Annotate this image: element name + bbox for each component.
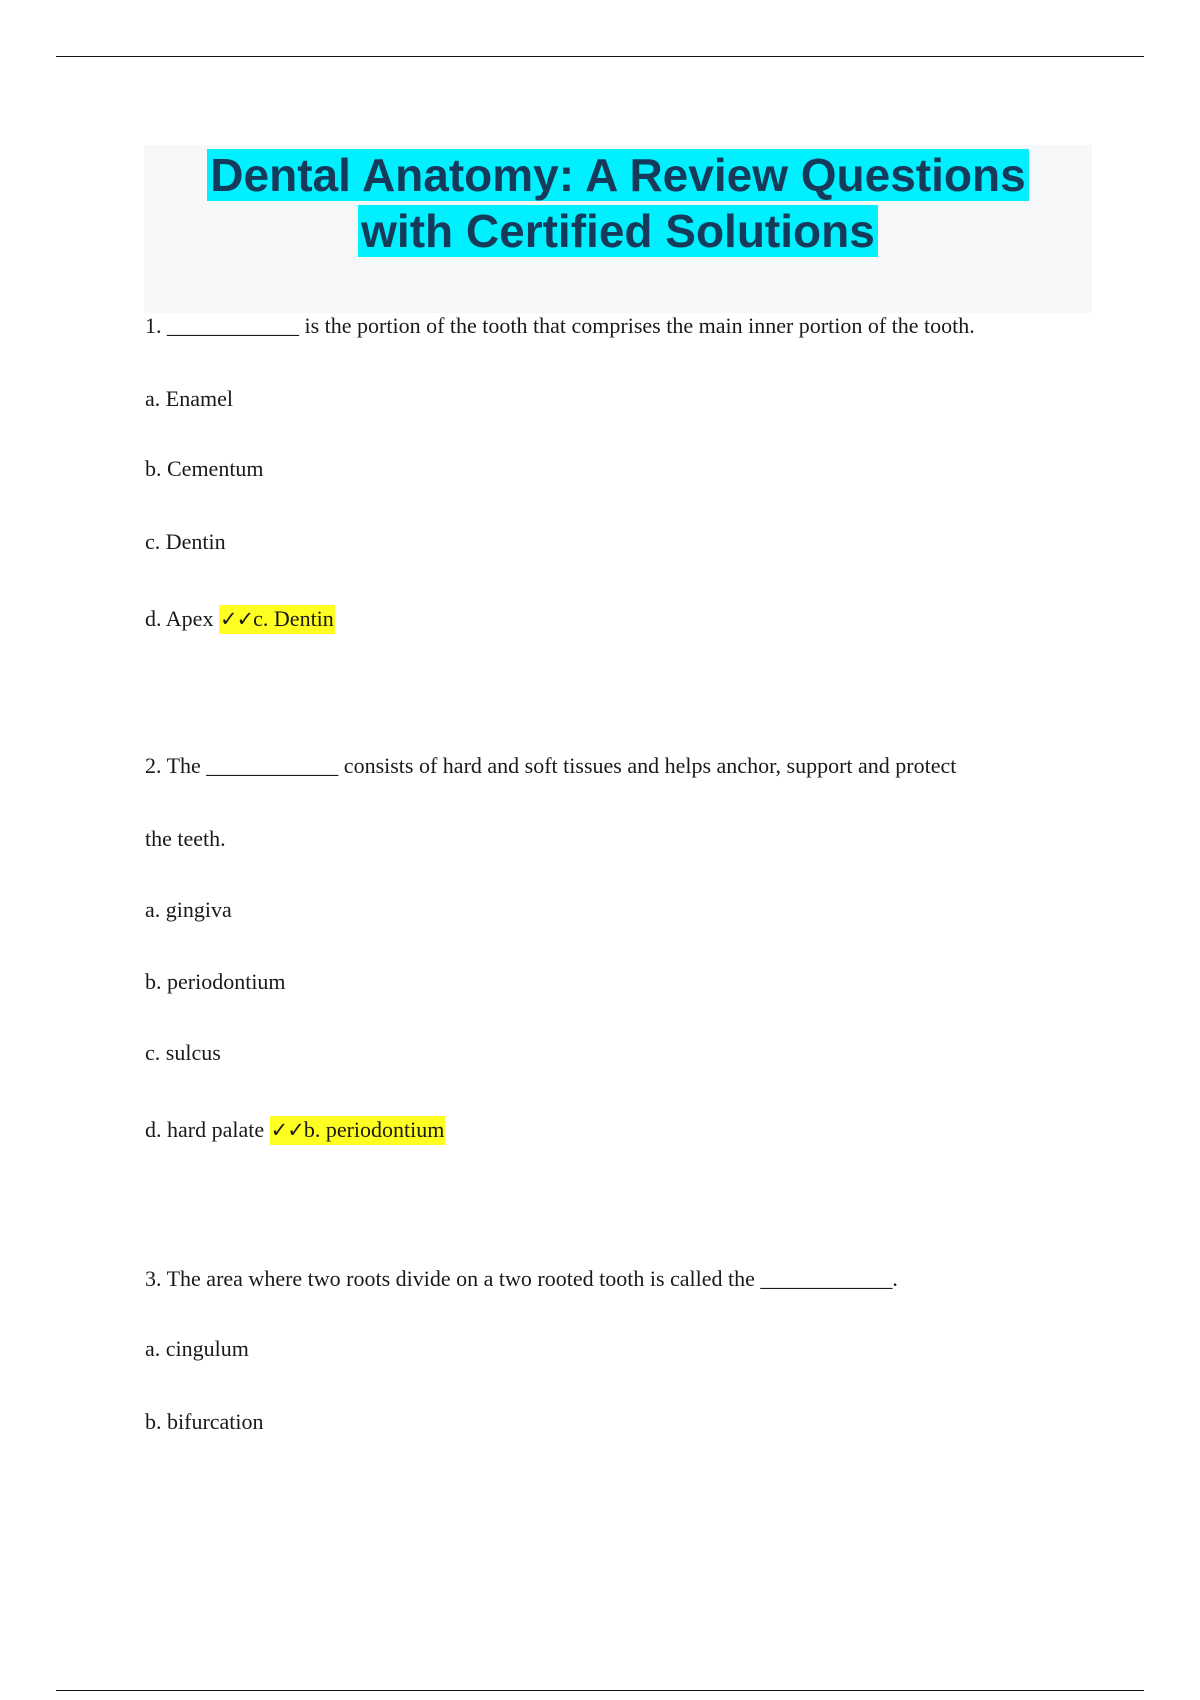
- question-3-option-b: b. bifurcation: [145, 1409, 264, 1434]
- double-check-icon: ✓✓: [270, 1118, 304, 1142]
- question-2-answer: b. periodontium: [303, 1117, 445, 1142]
- question-2-option-d: d. hard palate: [145, 1117, 265, 1142]
- bottom-rule: [56, 1690, 1144, 1691]
- question-1-option-d: d. Apex: [145, 606, 214, 631]
- question-1-option-b: b. Cementum: [145, 456, 264, 481]
- question-1-option-c: c. Dentin: [145, 529, 226, 554]
- title-line-2: with Certified Solutions: [358, 205, 878, 257]
- question-3-option-a: a. cingulum: [145, 1336, 249, 1361]
- question-2-option-d-row: [145, 1117, 445, 1143]
- question-1-answer-highlight: [219, 605, 335, 634]
- question-3-stem: 3. The area where two roots divide on a two rooted tooth is called the ____________.: [145, 1266, 898, 1291]
- question-1-option-a: a. Enamel: [145, 386, 233, 411]
- double-check-icon: ✓✓: [219, 607, 254, 631]
- title-line-1: Dental Anatomy: A Review Questions: [207, 149, 1028, 201]
- question-1-stem: 1. ____________ is the portion of the tooth that comprises the main inner portion of the tooth.: [145, 313, 975, 338]
- question-2-option-b: b. periodontium: [145, 969, 286, 994]
- question-2-answer-highlight: [270, 1116, 446, 1145]
- question-2-option-c: c. sulcus: [145, 1040, 221, 1065]
- title-banner: [144, 145, 1092, 313]
- question-2-stem-line-2: the teeth.: [145, 826, 226, 851]
- document-title: [144, 145, 1092, 259]
- question-1-answer: c. Dentin: [253, 606, 334, 631]
- question-2-stem-line-1: 2. The ____________ consists of hard and soft tissues and helps anchor, support and protect: [145, 753, 957, 778]
- question-2-option-a: a. gingiva: [145, 897, 232, 922]
- question-1-option-d-row: [145, 606, 335, 632]
- top-rule: [56, 56, 1144, 57]
